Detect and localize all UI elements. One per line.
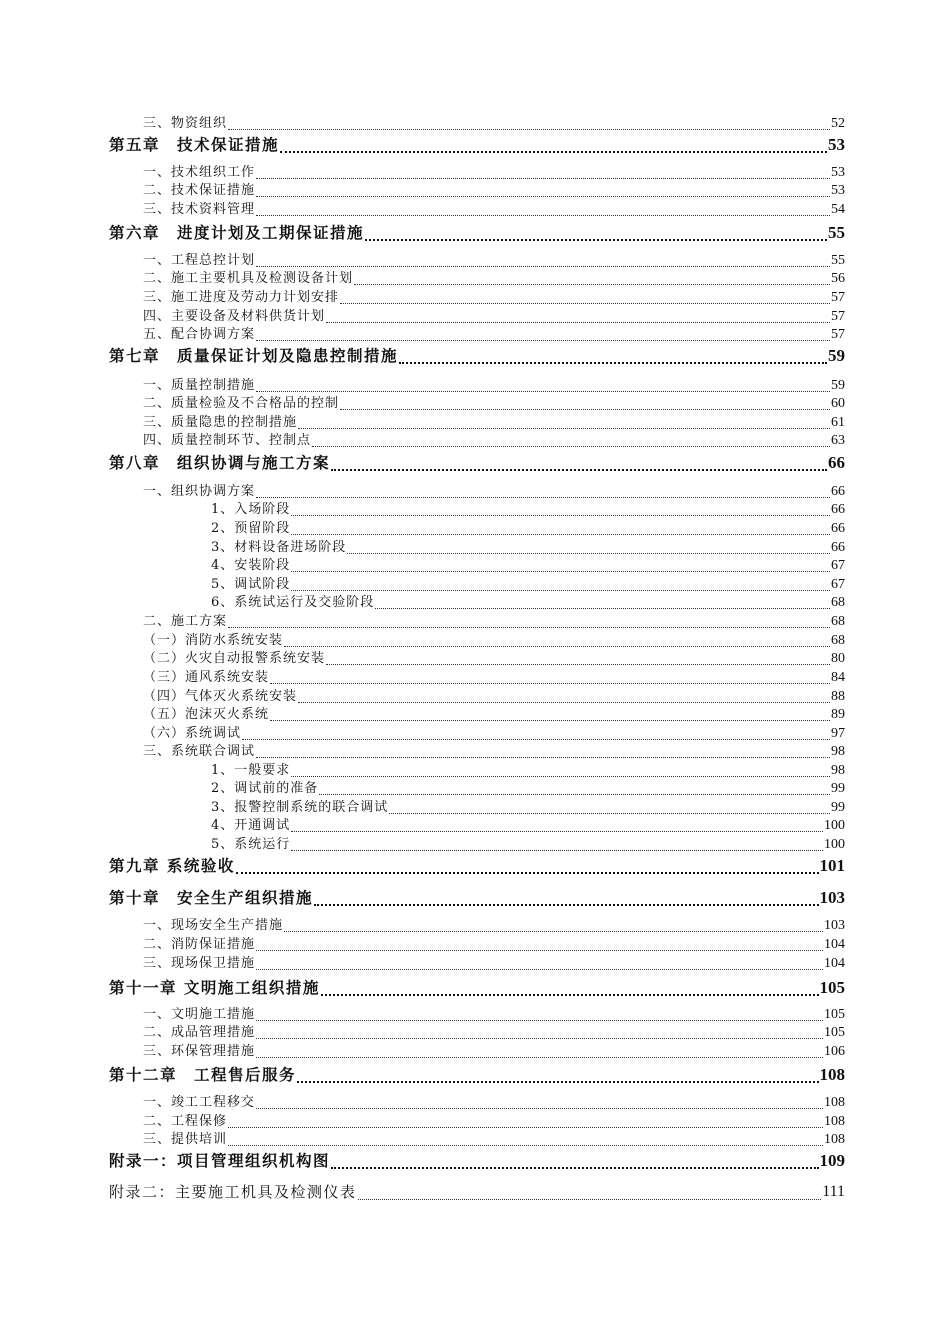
toc-section-entry[interactable]	[143, 1131, 845, 1149]
dot-leader	[399, 362, 827, 364]
toc-page-number: 56	[831, 271, 845, 286]
toc-section-entry[interactable]	[143, 432, 845, 450]
toc-page-number: 108	[824, 1132, 845, 1147]
dot-leader	[312, 446, 830, 447]
toc-page-number: 63	[831, 433, 845, 448]
toc-section-entry[interactable]	[143, 725, 845, 743]
dot-leader	[242, 739, 830, 740]
dot-leader	[340, 409, 830, 410]
toc-page-number: 57	[831, 309, 845, 324]
toc-entry-title: 一、组织协调方案	[143, 484, 256, 499]
toc-page-number: 98	[831, 744, 845, 759]
toc-entry-title: 第八章 组织协调与施工方案	[109, 453, 331, 472]
dot-leader	[291, 571, 830, 572]
toc-entry-title: 附录一：项目管理组织机构图	[109, 1151, 331, 1170]
toc-page-number: 111	[822, 1183, 845, 1200]
toc-page-number: 67	[831, 577, 845, 592]
toc-entry-title: 三、环保管理措施	[143, 1044, 256, 1059]
toc-entry-title: 4、开通调试	[211, 818, 291, 833]
toc-entry-title: 第十二章 工程售后服务	[109, 1065, 297, 1084]
toc-section-entry[interactable]	[143, 1043, 845, 1061]
dot-leader	[291, 515, 830, 516]
toc-entry-title: 3、报警控制系统的联合调试	[211, 800, 389, 815]
dot-leader	[291, 831, 823, 832]
toc-entry-title: 2、调试前的准备	[211, 781, 319, 796]
dot-leader	[354, 284, 830, 285]
toc-page-number: 57	[831, 327, 845, 342]
toc-section-entry[interactable]	[211, 501, 845, 519]
dot-leader	[347, 553, 830, 554]
dot-leader	[256, 497, 830, 498]
toc-page-number: 55	[831, 253, 845, 268]
dot-leader	[280, 151, 827, 153]
toc-page-number: 100	[824, 818, 845, 833]
dot-leader	[326, 322, 830, 323]
dot-leader	[256, 1108, 823, 1109]
toc-page-number: 55	[828, 223, 845, 242]
toc-section-entry[interactable]	[211, 557, 845, 575]
toc-chapter-entry[interactable]	[109, 222, 845, 244]
toc-entry-title: 二、质量检验及不合格品的控制	[143, 396, 340, 411]
toc-page-number: 53	[828, 135, 845, 154]
dot-leader	[256, 391, 830, 392]
toc-entry-title: 5、调试阶段	[211, 577, 291, 592]
toc-page-number: 80	[831, 651, 845, 666]
toc-section-entry[interactable]	[211, 576, 845, 594]
toc-entry-title: 三、质量隐患的控制措施	[143, 415, 298, 430]
toc-page-number: 67	[831, 558, 845, 573]
toc-entry-title: （六）系统调试	[143, 726, 242, 741]
toc-section-entry[interactable]	[143, 743, 845, 761]
toc-entry-title: 1、入场阶段	[211, 502, 291, 517]
toc-entry-title: 一、现场安全生产措施	[143, 918, 284, 933]
toc-entry-title: 3、材料设备进场阶段	[211, 540, 347, 555]
toc-appendix-entry[interactable]	[109, 1181, 845, 1203]
toc-page-number: 59	[828, 346, 845, 365]
toc-section-entry[interactable]	[143, 377, 845, 395]
toc-entry-title: （四）气体灭火系统安装	[143, 689, 298, 704]
toc-entry-title: 五、配合协调方案	[143, 327, 256, 342]
toc-page-number: 108	[824, 1095, 845, 1110]
dot-leader	[291, 590, 830, 591]
toc-entry-title: 三、提供培训	[143, 1132, 228, 1147]
toc-page-number: 68	[831, 595, 845, 610]
toc-section-entry[interactable]	[143, 270, 845, 288]
toc-page-number: 52	[831, 116, 845, 131]
toc-section-entry[interactable]	[211, 780, 845, 798]
toc-section-entry[interactable]	[211, 762, 845, 780]
toc-entry-title: 4、安装阶段	[211, 558, 291, 573]
toc-entry-title: （五）泡沫灭火系统	[143, 707, 270, 722]
dot-leader	[319, 794, 830, 795]
toc-page-number: 108	[819, 1065, 845, 1084]
toc-entry-title: 一、工程总控计划	[143, 253, 256, 268]
dot-leader	[256, 1057, 823, 1058]
toc-entry-title: 二、工程保修	[143, 1114, 228, 1129]
toc-page-number: 105	[824, 1007, 845, 1022]
toc-section-entry[interactable]	[211, 817, 845, 835]
toc-entry-title: 5、系统运行	[211, 837, 291, 852]
toc-page-number: 104	[824, 956, 845, 971]
toc-page-number: 104	[824, 937, 845, 952]
toc-page-number: 99	[831, 781, 845, 796]
toc-section-entry[interactable]	[143, 1006, 845, 1024]
toc-page-number: 88	[831, 689, 845, 704]
dot-leader	[284, 646, 830, 647]
toc-entry-title: 第七章 质量保证计划及隐患控制措施	[109, 346, 399, 365]
dot-leader	[236, 872, 819, 874]
toc-section-entry[interactable]	[143, 395, 845, 413]
dot-leader	[331, 1167, 818, 1169]
dot-leader	[298, 702, 830, 703]
toc-chapter-entry[interactable]	[109, 134, 845, 156]
dot-leader	[389, 813, 830, 814]
dot-leader	[314, 904, 818, 906]
dot-leader	[228, 1127, 823, 1128]
toc-section-entry[interactable]	[143, 936, 845, 954]
toc-chapter-entry[interactable]	[109, 977, 845, 999]
toc-entry-title: 一、竣工工程移交	[143, 1095, 256, 1110]
dot-leader	[291, 776, 830, 777]
toc-entry-title: 三、技术资料管理	[143, 202, 256, 217]
toc-entry-title: 三、施工进度及劳动力计划安排	[143, 290, 340, 305]
toc-page-number: 53	[831, 165, 845, 180]
toc-page-number: 54	[831, 202, 845, 217]
toc-section-entry[interactable]	[211, 539, 845, 557]
dot-leader	[291, 534, 830, 535]
toc-section-entry[interactable]	[211, 836, 845, 854]
toc-entry-title: 一、技术组织工作	[143, 165, 256, 180]
toc-page-number: 68	[831, 614, 845, 629]
dot-leader	[284, 931, 823, 932]
toc-section-entry[interactable]	[143, 1113, 845, 1131]
dot-leader	[228, 1145, 823, 1146]
toc-section-entry[interactable]	[211, 520, 845, 538]
toc-page-number: 61	[831, 415, 845, 430]
toc-section-entry[interactable]	[143, 706, 845, 724]
toc-entry-title: 三、系统联合调试	[143, 744, 256, 759]
toc-entry-title: 1、一般要求	[211, 763, 291, 778]
toc-section-entry[interactable]	[143, 326, 845, 344]
toc-entry-title: 二、消防保证措施	[143, 937, 256, 952]
toc-section-entry[interactable]	[143, 414, 845, 432]
toc-entry-title: 二、技术保证措施	[143, 183, 256, 198]
toc-section-entry[interactable]	[143, 688, 845, 706]
toc-entry-title: 6、系统试运行及交验阶段	[211, 595, 375, 610]
toc-page-number: 101	[819, 856, 845, 875]
toc-page-number: 103	[819, 888, 845, 907]
dot-leader	[256, 196, 830, 197]
toc-entry-title: 第五章 技术保证措施	[109, 135, 280, 154]
toc-chapter-entry[interactable]	[109, 345, 845, 367]
toc-entry-title: （二）火灾自动报警系统安装	[143, 651, 326, 666]
toc-page-number: 57	[831, 290, 845, 305]
toc-entry-title: 第十一章 文明施工组织措施	[109, 978, 320, 997]
toc-section-entry[interactable]	[211, 594, 845, 612]
toc-section-entry[interactable]	[143, 1024, 845, 1042]
toc-page-number: 66	[831, 521, 845, 536]
toc-page-number: 53	[831, 183, 845, 198]
toc-page-number: 100	[824, 837, 845, 852]
toc-section-entry[interactable]	[143, 308, 845, 326]
toc-entry-title: （三）通风系统安装	[143, 670, 270, 685]
toc-page-number: 66	[831, 484, 845, 499]
toc-section-entry[interactable]	[143, 650, 845, 668]
toc-entry-title: 附录二：主要施工机具及检测仪表	[109, 1183, 357, 1201]
toc-entry-title: 第六章 进度计划及工期保证措施	[109, 223, 365, 242]
toc-entry-title: 二、施工方案	[143, 614, 228, 629]
dot-leader	[365, 239, 827, 241]
dot-leader	[340, 303, 830, 304]
dot-leader	[228, 129, 830, 130]
dot-leader	[270, 720, 830, 721]
toc-entry-title: 一、文明施工措施	[143, 1007, 256, 1022]
toc-chapter-entry[interactable]	[109, 1064, 845, 1086]
toc-section-entry[interactable]	[143, 289, 845, 307]
dot-leader	[256, 950, 823, 951]
toc-entry-title: 第十章 安全生产组织措施	[109, 888, 314, 907]
toc-chapter-entry[interactable]	[109, 855, 845, 877]
toc-entry-title: 三、物资组织	[143, 116, 228, 131]
toc-page-number: 109	[819, 1151, 845, 1170]
dot-leader	[256, 340, 830, 341]
dot-leader	[256, 1020, 823, 1021]
toc-section-entry[interactable]	[211, 799, 845, 817]
toc-page-number: 59	[831, 378, 845, 393]
toc-entry-title: 2、预留阶段	[211, 521, 291, 536]
dot-leader	[297, 1081, 818, 1083]
toc-page-number: 108	[824, 1114, 845, 1129]
dot-leader	[256, 757, 830, 758]
toc-entry-title: 二、成品管理措施	[143, 1025, 256, 1040]
dot-leader	[298, 428, 830, 429]
toc-page-number: 60	[831, 396, 845, 411]
toc-section-entry[interactable]	[143, 613, 845, 631]
dot-leader	[228, 627, 830, 628]
toc-section-entry[interactable]	[143, 164, 845, 182]
dot-leader	[256, 178, 830, 179]
toc-section-entry[interactable]	[143, 182, 845, 200]
dot-leader	[256, 1038, 823, 1039]
toc-section-entry[interactable]	[143, 115, 845, 133]
toc-page-number: 99	[831, 800, 845, 815]
toc-entry-title: 三、现场保卫措施	[143, 956, 256, 971]
toc-page-number: 89	[831, 707, 845, 722]
toc-page-number: 66	[831, 540, 845, 555]
toc-page-number: 68	[831, 633, 845, 648]
toc-section-entry[interactable]	[143, 955, 845, 973]
dot-leader	[256, 969, 823, 970]
toc-page-number: 97	[831, 726, 845, 741]
toc-entry-title: 第九章 系统验收	[109, 856, 235, 875]
dot-leader	[291, 850, 823, 851]
toc-entry-title: （一）消防水系统安装	[143, 633, 284, 648]
toc-section-entry[interactable]	[143, 632, 845, 650]
toc-chapter-entry[interactable]	[109, 887, 845, 909]
dot-leader	[331, 469, 827, 471]
dot-leader	[326, 664, 830, 665]
toc-section-entry[interactable]	[143, 252, 845, 270]
toc-section-entry[interactable]	[143, 201, 845, 219]
toc-page-number: 105	[824, 1025, 845, 1040]
toc-entry-title: 一、质量控制措施	[143, 378, 256, 393]
toc-page-number: 105	[819, 978, 845, 997]
toc-chapter-entry[interactable]	[109, 452, 845, 474]
toc-page-number: 84	[831, 670, 845, 685]
toc-page-number: 106	[824, 1044, 845, 1059]
dot-leader	[358, 1199, 822, 1200]
toc-page-number: 66	[828, 453, 845, 472]
toc-section-entry[interactable]	[143, 669, 845, 687]
toc-page-number: 66	[831, 502, 845, 517]
toc-entry-title: 四、质量控制环节、控制点	[143, 433, 312, 448]
dot-leader	[256, 215, 830, 216]
dot-leader	[375, 608, 830, 609]
dot-leader	[321, 994, 819, 996]
toc-page-number: 103	[824, 918, 845, 933]
toc-page-number: 98	[831, 763, 845, 778]
dot-leader	[270, 683, 830, 684]
toc-section-entry[interactable]	[143, 483, 845, 501]
toc-chapter-entry[interactable]	[109, 1150, 845, 1172]
toc-section-entry[interactable]	[143, 1094, 845, 1112]
toc-section-entry[interactable]	[143, 917, 845, 935]
dot-leader	[256, 266, 830, 267]
toc-entry-title: 四、主要设备及材料供货计划	[143, 309, 326, 324]
toc-entry-title: 二、施工主要机具及检测设备计划	[143, 271, 354, 286]
